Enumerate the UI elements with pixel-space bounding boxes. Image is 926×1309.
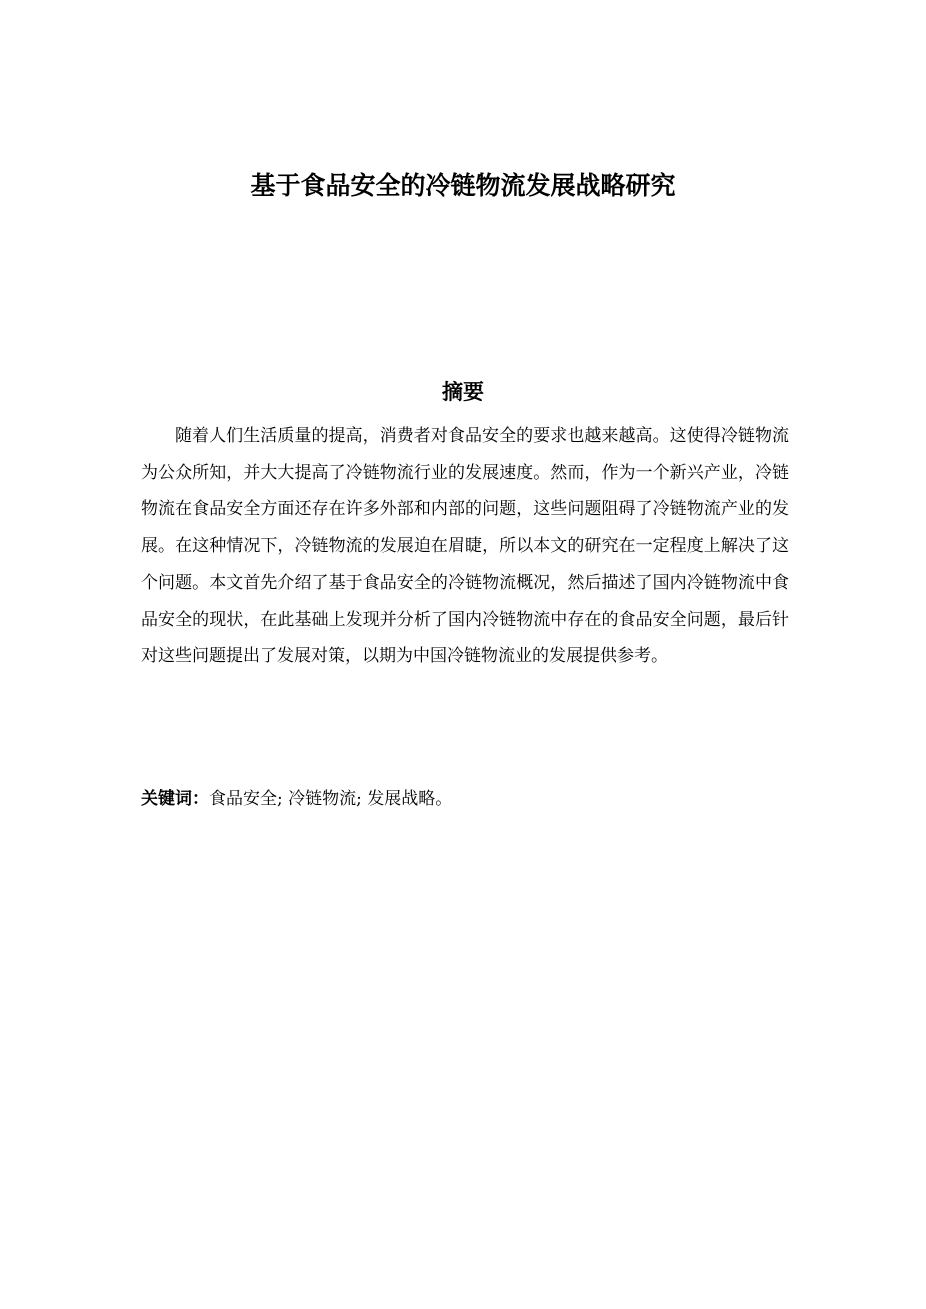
paper-title: 基于食品安全的冷链物流发展战略研究 — [250, 171, 676, 200]
abstract-body: 随着人们生活质量的提高，消费者对食品安全的要求也越来越高。这使得冷链物流为公众所知，并大大提高了冷链物流行业的发展速度。然而，作为一个新兴产业，冷链物流在食品安全方面还存在许多外部和内部的问题，这些问题阻碍了冷链物流产业的发展。在这种情况下，冷链物流的发展迫在眉睫，所以本文的研究在一定程度上解决了这个问题。本文首先介绍了基于食品安全的冷链物流概况，然后描述了国内冷链物流中食品安全的现状，在此基础上发现并分析了国内冷链物流中存在的食品安全问题，最后针对这些问题提出了发展对策，以期为中国冷链物流业的发展提供参考。 — [141, 426, 789, 667]
abstract-heading: 摘要 — [442, 380, 484, 404]
keywords-label: 关键词： — [141, 789, 209, 809]
keywords-line — [141, 785, 789, 813]
keywords-value: 食品安全; 冷链物流; 发展战略。 — [209, 789, 453, 809]
